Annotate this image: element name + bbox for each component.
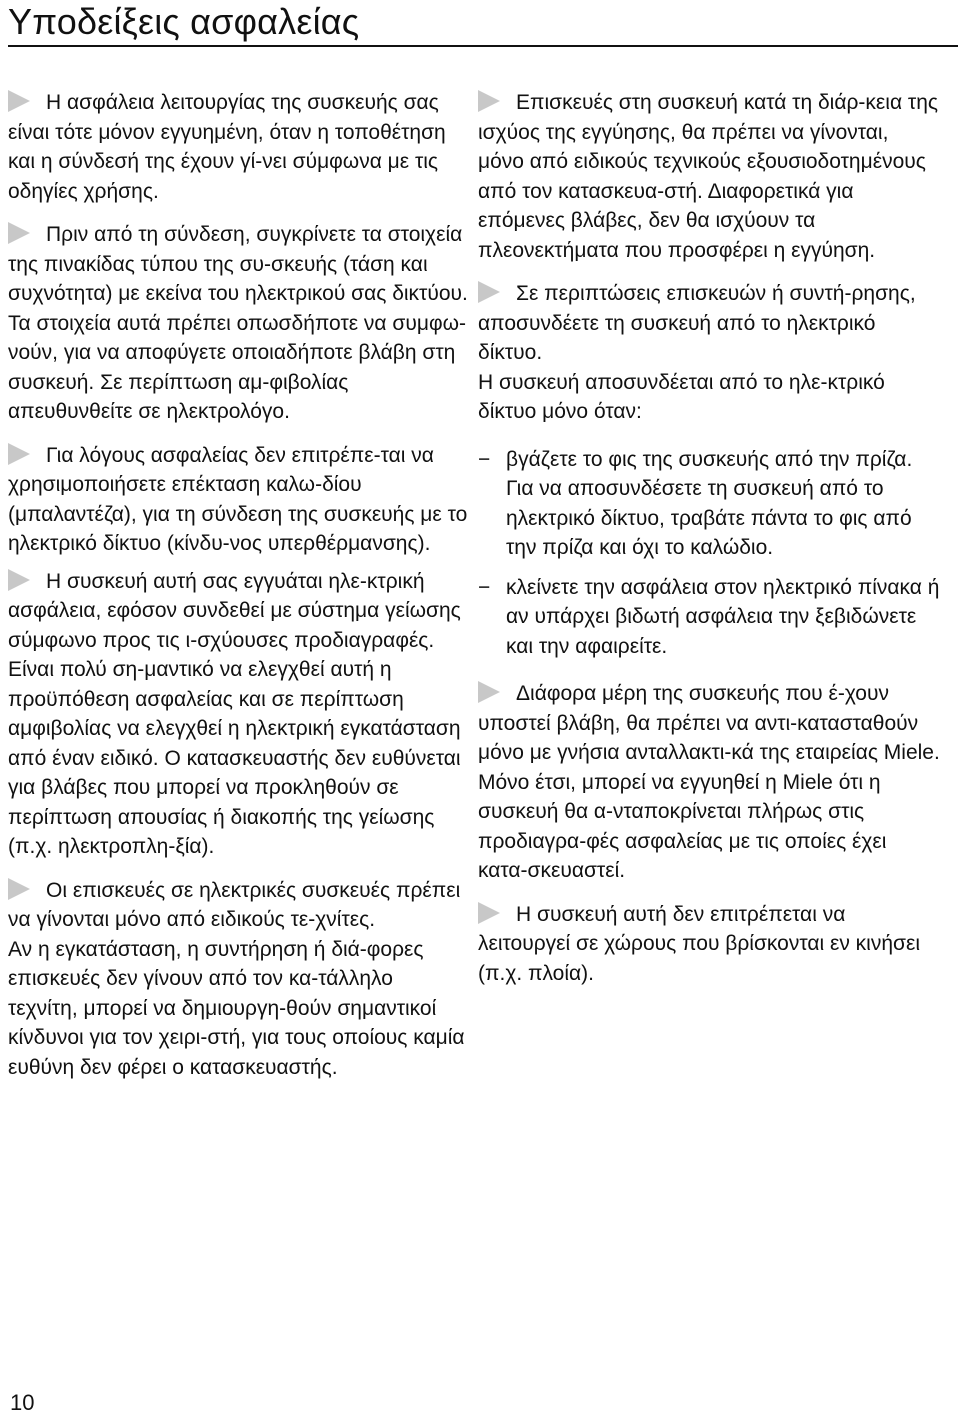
- title-divider: [8, 45, 958, 47]
- paragraph: [478, 679, 940, 886]
- bullet-arrow-icon: [8, 878, 30, 900]
- paragraph: [478, 279, 940, 368]
- left-column: [8, 88, 468, 1096]
- paragraph-text: Η συσκευή αυτή δεν επιτρέπεται να λειτουργεί σε χώρους που βρίσκονται εν κινήσει (π.χ. πλοία).: [478, 902, 921, 985]
- bullet-arrow-icon: [8, 569, 30, 591]
- paragraph: Η συσκευή αποσυνδέεται από το ηλε-κτρικό δίκτυο μόνο όταν:: [478, 370, 885, 423]
- dash-item-text: βγάζετε το φις της συσκευής από την πρίζα.: [506, 447, 913, 471]
- bullet-arrow-icon: [8, 90, 30, 112]
- page-number: 10: [10, 1390, 35, 1415]
- paragraph-text: Η ασφάλεια λειτουργίας της συσκευής σας είναι τότε μόνον εγγυημένη, όταν η τοποθέτηση και η σύνδεσή της έχουν γί-νει σύμφωνα με τις οδηγίες χρήσης.: [8, 91, 446, 203]
- dash-item-subtext: Για να αποσυνδέσετε τη συσκευή από το ηλεκτρικό δίκτυο, τραβάτε πάντα το φις από την πρίζα και όχι το καλώδιο.: [506, 477, 912, 559]
- paragraph: [8, 876, 468, 935]
- paragraph: [8, 441, 468, 559]
- bullet-arrow-icon: [478, 90, 500, 112]
- dash-item-text: κλείνετε την ασφάλεια στον ηλεκτρικό πίνακα ή αν υπάρχει βιδωτή ασφάλεια την ξεβιδώνετε και την αφαιρείτε.: [506, 575, 940, 658]
- paragraph: [8, 567, 468, 862]
- paragraph-text: Επισκευές στη συσκευή κατά τη διάρ-κεια της ισχύος της εγγύησης, θα πρέπει να γίνονται, μόνο από ειδικούς τεχνικούς εξουσιοδοτημένους από τον κατασκευα-στή. Διαφορετικά για επόμενες βλάβες, δεν θα ισχύουν τα πλεονεκτήματα που προσφέρει η εγγύηση.: [478, 91, 939, 262]
- dash-list-item: [478, 573, 940, 662]
- right-column: [478, 88, 940, 1002]
- bullet-arrow-icon: [478, 281, 500, 303]
- paragraph-text: Πριν από τη σύνδεση, συγκρίνετε τα στοιχεία της πινακίδας τύπου της συ-σκευής (τάση και συχνότητα) με εκείνα του ηλεκτρικού σας δικτύου. Τα στοιχεία αυτά πρέπει οπωσδήποτε να συμφω-νούν, για να αποφύγετε οποιαδήποτε βλάβη στη συσκευή. Σε περίπτωση αμ-φιβολίας απευθυνθείτε σε ηλεκτρολόγο.: [8, 223, 468, 423]
- page-title: Υποδείξεις ασφαλείας: [8, 1, 360, 42]
- bullet-arrow-icon: [478, 902, 500, 924]
- bullet-arrow-icon: [8, 222, 30, 244]
- paragraph: Αν η εγκατάσταση, η συντήρηση ή διά-φορες επισκευές δεν γίνουν από τον κα-τάλληλο τεχνίτη, μπορεί να δημιουργη-θούν σημαντικοί κίνδυνοι για τον χειρι-στή, για τους οποίους καμία ευθύνη δεν φέρει ο κατασκευαστής.: [8, 937, 465, 1079]
- paragraph-text: Για λόγους ασφαλείας δεν επιτρέπε-ται να χρησιμοποιήσετε επέκταση καλω-δίου (μπαλαντέζα), για τη σύνδεση της συσκευής με το ηλεκτρικό δίκτυο (κίνδυ-νος υπερθέρμανσης).: [8, 443, 468, 555]
- paragraph-text: Οι επισκευές σε ηλεκτρικές συσκευές πρέπει να γίνονται μόνο από ειδικούς τε-χνίτες.: [8, 878, 461, 931]
- bullet-arrow-icon: [8, 443, 30, 465]
- paragraph: [8, 220, 468, 427]
- paragraph: [478, 900, 940, 989]
- paragraph-text: Διάφορα μέρη της συσκευής που έ-χουν υποστεί βλάβη, θα πρέπει να αντι-κατασταθούν μόνο με γνήσια ανταλλακτι-κά της εταιρείας Miele. Μόνο έτσι, μπορεί να εγγυηθεί η Miele ότι η συσκευή θα α-νταποκρίνεται πλήρως στις προδιαγρα-φές ασφαλείας με τις οποίες έχει κατα-σκευαστεί.: [478, 682, 940, 882]
- paragraph: [8, 88, 468, 206]
- dash-marker: −: [478, 447, 491, 471]
- dash-marker: −: [478, 575, 491, 599]
- paragraph: [478, 88, 940, 265]
- bullet-arrow-icon: [478, 681, 500, 703]
- paragraph-text: Σε περιπτώσεις επισκευών ή συντή-ρησης, αποσυνδέετε τη συσκευή από το ηλεκτρικό δίκτυο.: [478, 282, 916, 364]
- paragraph-text: Η συσκευή αυτή σας εγγυάται ηλε-κτρική ασφάλεια, εφόσον συνδεθεί με σύστημα γείωσης σύμφωνο προς τις ι-σχύουσες προδιαγραφές. Είναι πολύ ση-μαντικό να ελεγχθεί αυτή η προϋπόθεση ασφαλείας και σε περίπτωση αμφιβολίας να ελεγχθεί η ηλεκτρική εγκατάσταση από έναν ειδικό. Ο κατασκευαστής δεν ευθύνεται για βλάβες που μπορεί να προκληθούν σε περίπτωση απουσίας ή διακοπής της γείωσης (π.χ. ηλεκτροπλη-ξία).: [8, 569, 461, 858]
- dash-list-item: [478, 445, 940, 563]
